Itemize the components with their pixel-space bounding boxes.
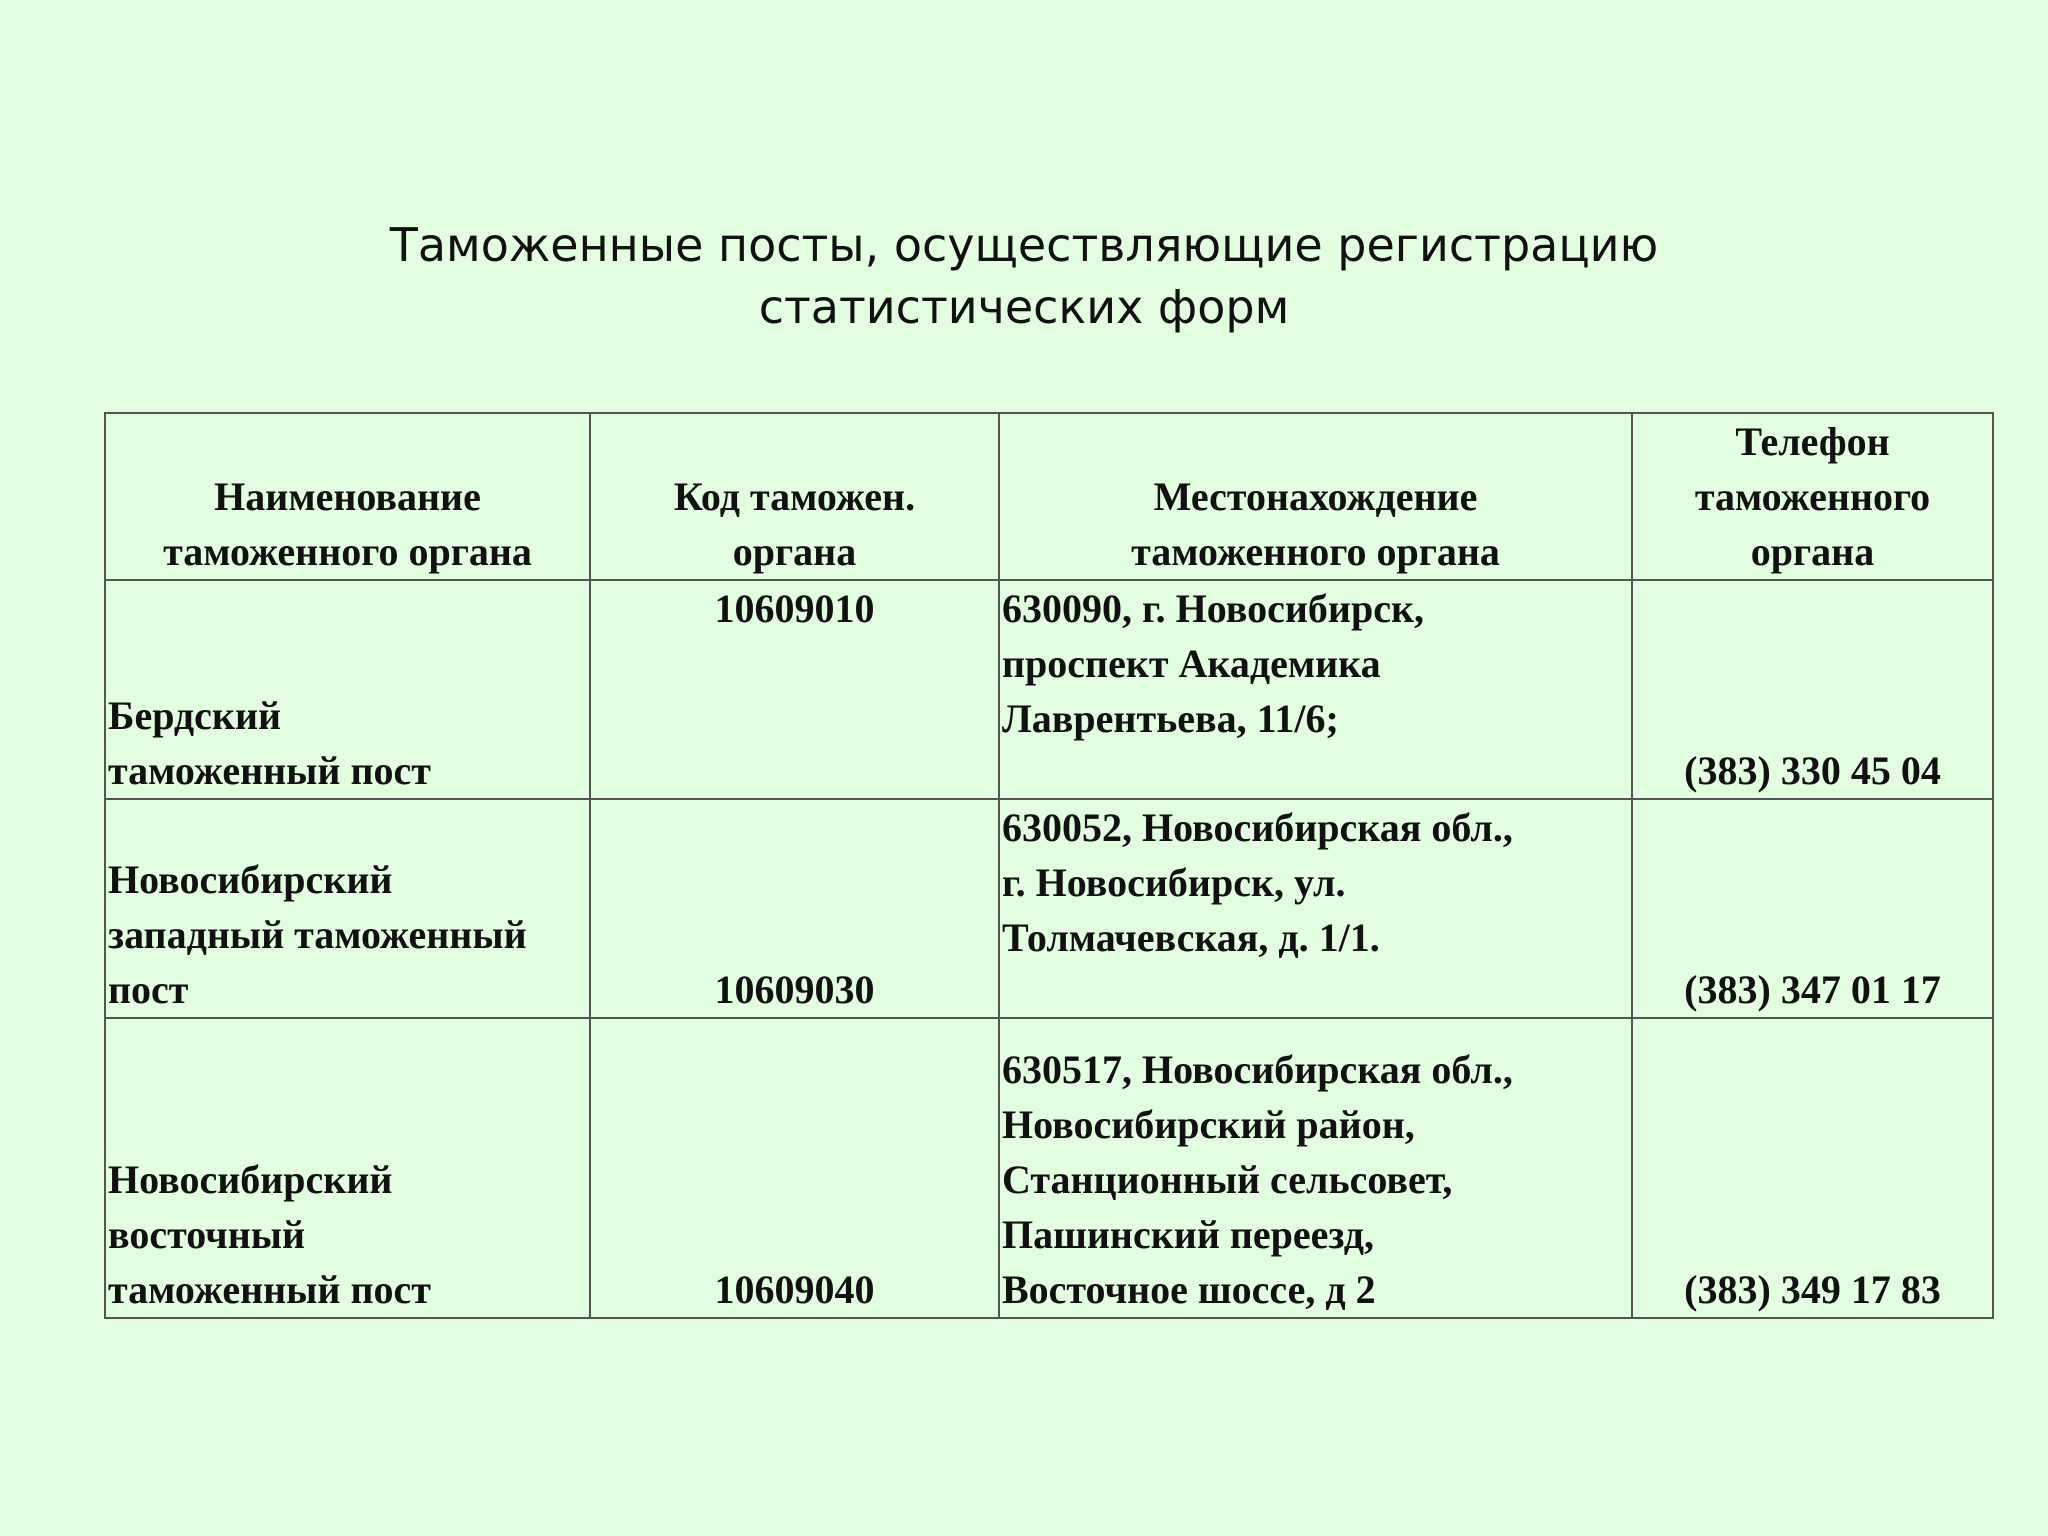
table-row bbox=[105, 799, 1993, 1018]
cell-code bbox=[590, 1018, 999, 1318]
cell-phone-text: (383) 347 01 17 bbox=[1684, 967, 1941, 1012]
page-title bbox=[0, 214, 2048, 338]
cell-phone bbox=[1632, 580, 1993, 799]
cell-code-text: 10609010 bbox=[714, 586, 875, 631]
cell-code-text: 10609030 bbox=[714, 967, 875, 1012]
cell-name-text: Бердский таможенный пост bbox=[108, 693, 431, 793]
cell-address bbox=[999, 799, 1632, 1018]
page-title-line-2: статистических форм bbox=[758, 280, 1290, 334]
cell-address bbox=[999, 580, 1632, 799]
cell-name-text: Новосибирский восточный таможенный пост bbox=[108, 1157, 431, 1312]
header-location-text: Местонахождение таможенного органа bbox=[1131, 474, 1500, 574]
header-name-text: Наименование таможенного органа bbox=[163, 474, 532, 574]
cell-name-text: Новосибирский западный таможенный пост bbox=[108, 857, 527, 1012]
header-code-text: Код таможен. органа bbox=[673, 474, 916, 574]
cell-address bbox=[999, 1018, 1632, 1318]
cell-name bbox=[105, 1018, 590, 1318]
cell-address-text: 630052, Новосибирская обл., г. Новосибирск, ул. Толмачевская, д. 1/1. bbox=[1002, 805, 1513, 960]
header-name bbox=[105, 413, 590, 580]
header-location bbox=[999, 413, 1632, 580]
cell-phone-text: (383) 330 45 04 bbox=[1684, 748, 1941, 793]
page-title-line-1: Таможенные посты, осуществляющие регистрацию bbox=[389, 218, 1659, 272]
table-header-row bbox=[105, 413, 1993, 580]
header-code bbox=[590, 413, 999, 580]
cell-name bbox=[105, 580, 590, 799]
cell-code-text: 10609040 bbox=[714, 1267, 875, 1312]
customs-posts-table bbox=[104, 412, 1994, 1319]
table-row bbox=[105, 1018, 1993, 1318]
header-phone-text: Телефон таможенного органа bbox=[1694, 419, 1931, 574]
table-row bbox=[105, 580, 1993, 799]
cell-phone bbox=[1632, 799, 1993, 1018]
cell-code bbox=[590, 580, 999, 799]
cell-phone bbox=[1632, 1018, 1993, 1318]
cell-phone-text: (383) 349 17 83 bbox=[1684, 1267, 1941, 1312]
cell-address-text: 630090, г. Новосибирск, проспект Академика Лаврентьева, 11/6; bbox=[1002, 586, 1424, 741]
header-phone bbox=[1632, 413, 1993, 580]
cell-code bbox=[590, 799, 999, 1018]
cell-address-text: 630517, Новосибирская обл., Новосибирский район, Станционный сельсовет, Пашинский переезд, Восточное шоссе, д 2 bbox=[1002, 1047, 1513, 1312]
cell-name bbox=[105, 799, 590, 1018]
